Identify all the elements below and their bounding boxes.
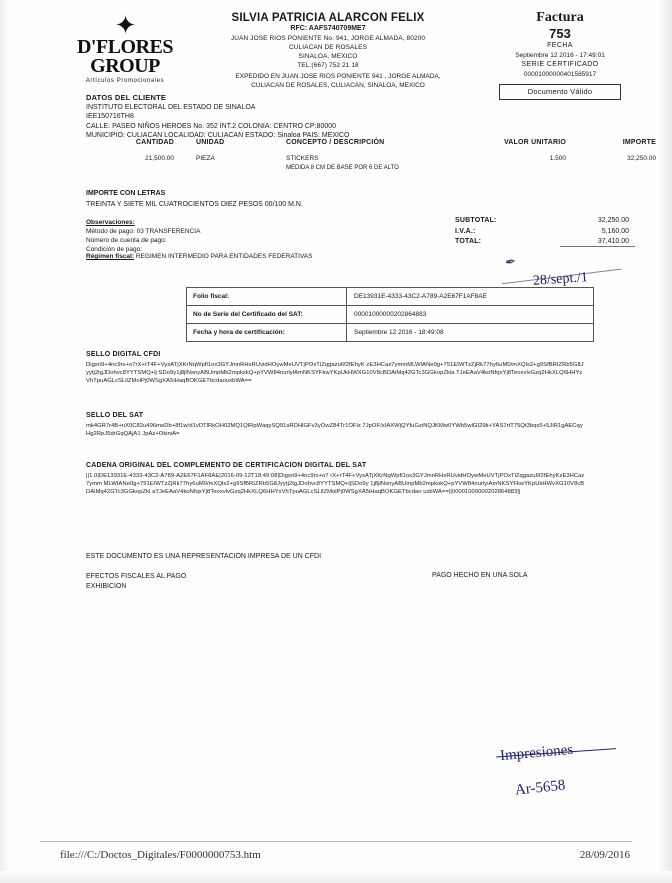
scan-edge-left (0, 0, 10, 883)
sello-cfdi-title: SELLO DIGITAL CFDI (86, 351, 161, 358)
handwritten-code-note: Ar-5658 (514, 777, 567, 799)
efectos-fiscales-note (86, 572, 186, 592)
logo-name-line1: D'FLORES (76, 36, 174, 58)
handwritten-impresiones-note (499, 742, 574, 765)
subtotal-value: 32,250.00 (597, 217, 629, 224)
folio-fiscal-label: Folio fiscal: (187, 288, 347, 305)
regimen-label: Régimen fiscal: (86, 253, 135, 260)
serie-sat-value: 00001000000202864883 (354, 311, 427, 318)
header-unidad: UNIDAD (196, 139, 225, 146)
invoice-folio: 753 (549, 26, 571, 41)
issuer-name: SILVIA PATRICIA ALARCON FELIX (231, 12, 425, 24)
cadena-original-block (86, 462, 586, 497)
company-logo (60, 11, 190, 84)
importe-letras-value: TREINTA Y SIETE MIL CUATROCIENTOS DIEZ PESOS 00/100 M.N. (86, 201, 303, 208)
footer-file-path: file:///C:/Doctos_Digitales/F0000000753.htm (60, 849, 261, 861)
cell-concepto (286, 155, 456, 171)
invoice-serie-value: 00001000000401585917 (523, 71, 597, 78)
invoice-serie-label: SERIE CERTIFICADO (521, 61, 599, 68)
client-title: DATOS DEL CLIENTE (86, 93, 167, 102)
cell-importe: 32,250.00 (627, 155, 656, 162)
importe-con-letras (86, 188, 303, 210)
scan-edge-right (658, 0, 672, 883)
invoice-date-label: FECHA (547, 42, 573, 49)
issuer-address-3: SINALOA, MEXICO (298, 53, 358, 60)
cell-valor-unitario: 1.500 (549, 155, 566, 162)
client-rfc: IEE150716TH8 (86, 113, 134, 120)
total-label: TOTAL: (455, 238, 482, 245)
iva-value: 5,160.00 (601, 227, 629, 235)
expedido-line-1: EXPEDIDO EN JUAN JOSE RIOS PONIENTE 941 , JORGE ALMADA, (235, 73, 441, 80)
client-location: MUNICIPIO: CULIACAN LOCALIDAD: CULIACAN ESTADO: Sinaloa PAIS: MEXICO (86, 132, 350, 139)
header-valor-unitario: VALOR UNITARIO (503, 139, 566, 146)
client-name: INSTITUTO ELECTORAL DEL ESTADO DE SINALOA (86, 103, 256, 111)
cell-cantidad: 21,500.00 (145, 155, 174, 162)
fecha-certificacion-value: Septiembre 12 2016 - 18:49:08 (354, 329, 444, 336)
pago-hecho-note: PAGO HECHO EN UNA SOLA (432, 572, 528, 579)
regimen-fiscal-block (86, 253, 312, 260)
efectos-fiscales-line-1: EFECTOS FISCALES AL PAGO (86, 573, 187, 580)
condicion-pago: Condición de pago: (86, 246, 143, 253)
regimen-value: REGIMEN INTERMEDIO PARA ENTIDADES FEDERATIVAS (135, 253, 313, 260)
sello-sat-body: mk4GR7r4B+nX0C82u496meDb+8f1w/d1vDTlRkOH02MQ1QlRpWaqySQ91sRDHlGFv3yOwZ84Tr1OFlz 7JpOF/xIAXWjQYfuGziNQJKMw0YWb5wlGI29k+YAS7rtT75Qt3bqs5+5JiR1gAECqyHg2RpJ5drGqQAjA1 JpAz+OkiniA= (86, 423, 583, 438)
totals-row-iva (455, 227, 645, 238)
invoice-date-value: Septiembre 12 2016 - 17:49:01 (515, 52, 605, 59)
issuer-block (178, 12, 478, 70)
issuer-rfc: RFC: AAFS740709ME7 (290, 25, 366, 32)
header-importe: IMPORTE (622, 139, 656, 146)
issuer-address-1: JUAN JOSE RIOS PONIENTE No. 941, JORGE ALMADA, 80200 (230, 35, 426, 42)
cell-unidad: PIEZA (196, 155, 215, 162)
observaciones-block (86, 218, 386, 254)
serie-sat-label: No de Serie del Certificado del SAT: (187, 306, 347, 323)
header-concepto: CONCEPTO / DESCRIPCIÓN (286, 139, 385, 146)
metodo-pago: Método de pago: 03 TRANSFERENCIA (86, 228, 201, 235)
cell-concepto-desc: MEDIDA 8 CM DE BASE POR 6 DE ALTO (286, 165, 399, 171)
handwritten-date: 28/sept./1 (532, 270, 589, 289)
folio-fiscal-value: DE13931E-4333-43C2-A789-A2E67F1AF8AE (354, 293, 487, 300)
sello-cfdi-body: Digsri9+4nc9rx+o7rX+rT4F+VysATjXKrNqWpfl1ox3GYJmnRHxRUvidHOywMeUVTjPOxTlZqgazu6f2fEhyK zE3HCaz7ymmMLWIANe0g+751EIWTzZjRk77hy6uM0/mXQls2+g9SfBRIZRb5G8Jyytj2tgJDohvc8YYTSMQ+lj SDo9y1j8jlNsnyABUmpMb2mpkxkQ+pYVW84nurlylAmNKSYFkwYKpUkHWXG10V8cBDAiMq42GTc3GGkopZkla TJeEAaV4koNfqxYj8TeoxvlvGzq2HkXLQ6HHYxVhTpuAGLcSLilZMolPj0WSgXA5iHaqBOKGETbcdaouxbWA== (86, 362, 584, 385)
representacion-impresa-note: ESTE DOCUMENTO ES UNA REPRESENTACION IMPRESA DE UN CFDI (86, 553, 322, 560)
invoice-meta-block (470, 10, 650, 100)
client-address: CALLE: PASEO NIÑOS HEROES No. 352 INT.2 COLONIA: CENTRO CP:80000 (86, 122, 337, 130)
scan-edge-bottom (0, 871, 672, 883)
logo-name-line2: GROUP (90, 55, 160, 77)
logo-subtitle: Artículos Promocionales (85, 78, 165, 84)
fiscal-row-folio (187, 288, 593, 306)
expedido-line-2: CULIACAN DE ROSALES, CULIACAN, SINALOA, MEXICO (251, 82, 425, 89)
client-block (86, 93, 626, 141)
issuer-address-2: CULIACAN DE ROSALES (288, 44, 368, 51)
efectos-fiscales-line-2: EXHIBICION (86, 583, 127, 590)
expedido-block (178, 72, 498, 90)
handwritten-impresiones-text: Impresiones (499, 741, 574, 765)
header-cantidad: CANTIDAD (135, 139, 174, 146)
fecha-certificacion-label: Fecha y hora de certificación: (187, 324, 347, 341)
observaciones-label: Observaciones: (86, 219, 135, 226)
total-value: 37,410.00 (597, 238, 629, 245)
fiscal-row-fecha-certificacion (187, 324, 593, 341)
cell-concepto-main: STICKERS (286, 155, 319, 162)
footer-print-date: 28/09/2016 (579, 849, 630, 861)
flower-icon: ✦ (114, 11, 136, 40)
fiscal-row-serie-sat (187, 306, 593, 324)
invoice-title: Factura (536, 10, 584, 25)
subtotal-label: SUBTOTAL: (455, 217, 497, 224)
sello-sat-block (86, 412, 586, 438)
fiscal-info-box (186, 287, 594, 342)
issuer-phone: TEL:(667) 752 21 18 (297, 62, 359, 69)
handwritten-signature: ✒ (503, 253, 516, 270)
sello-digital-cfdi-block (86, 351, 586, 386)
cadena-title: CADENA ORIGINAL DEL COMPLEMENTO DE CERTIFICACION DIGITAL DEL SAT (86, 462, 367, 469)
numero-cuenta: Número de cuenta de pago: (86, 237, 167, 244)
sello-sat-title: SELLO DEL SAT (86, 412, 144, 419)
cadena-body: ||1.0|DE13931E-4333-43C2-A789-A2E67F1AF8AE|2016-09-12T18:49:08|Digsri9+4nc9rx+o7 rX+rT4F+VysATjXKrNqWpfl1ox3GYJmnRHxRUvidHOywMeUVTjPOxTlZqgazu6f2fEhyKzE3HCaz7ymm MLWIANe0g+751EIWTzZjRk77hy6uM0/mXQls2+g9SfBRIZRb5G8Jyytj2tgJDohvc8YYTSMQ+ljSDo9y 1j8jlNsnyABUmpMb2mpkokQ+pYVW84nurlyiAmNKSYFkwYKpUkHWvXG10V8cBDAiMq42GTc3GGkopZkl aTJeEAaV4koNfqxYj8TeoxvlvGzq2HkXLQ6HHYxVhTpuAGLcSLilZMolPj0WSgXA5iHaqBOKGETbcdao uxbWA==||00001000000202864883|| (86, 473, 585, 496)
totals-row-subtotal (455, 216, 645, 227)
iva-label: I.V.A.: (455, 227, 476, 235)
importe-letras-label: IMPORTE CON LETRAS (86, 190, 166, 197)
documento-valido-badge: Documento Válido (499, 84, 621, 100)
footer-divider (40, 841, 632, 842)
